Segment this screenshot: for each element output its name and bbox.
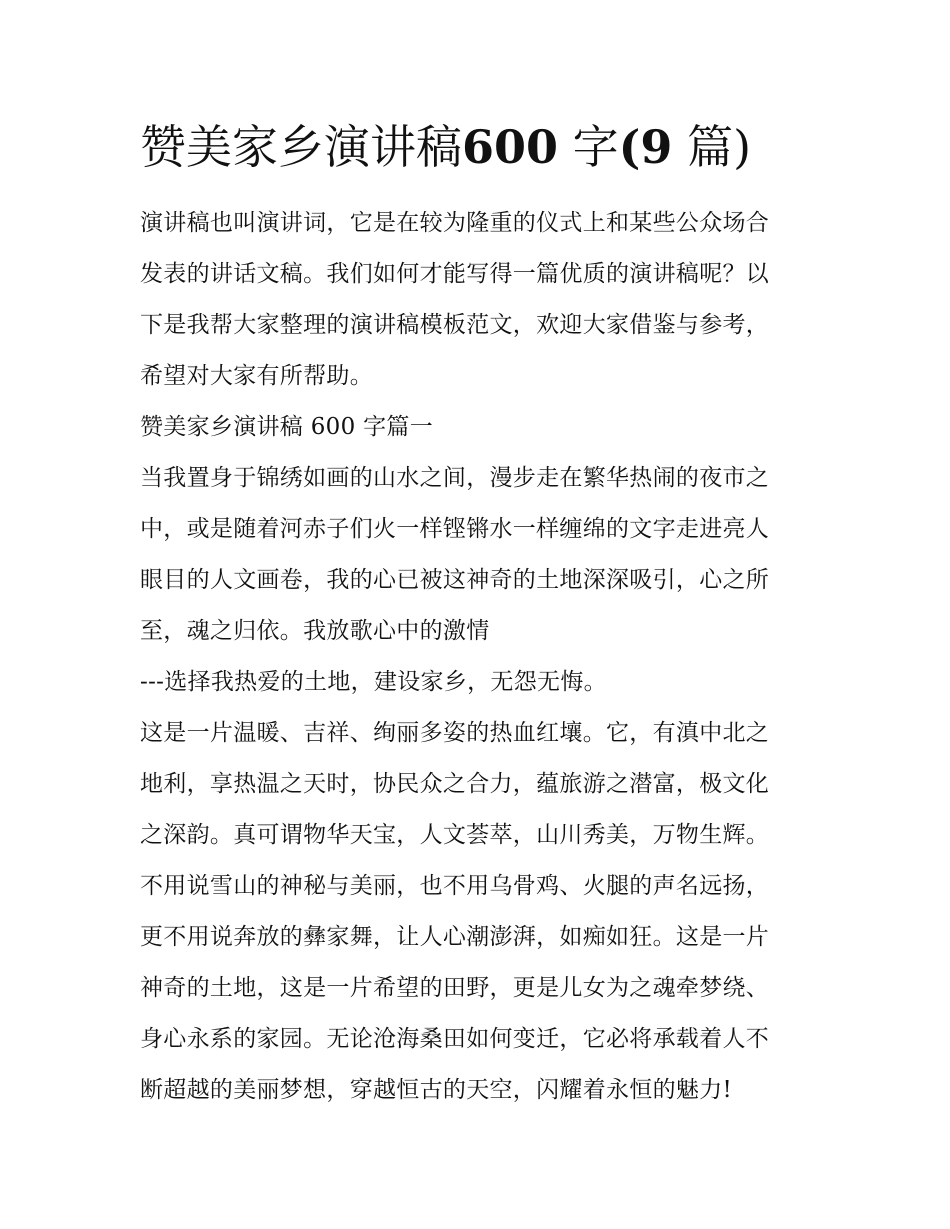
title-number: 600 (462, 120, 559, 174)
text-line: 地利，享热温之天时，协民众之合力，蕴旅游之潜富，极文化 (140, 771, 770, 797)
text-line: 至，魂之归依。我放歌心中的激情 (140, 618, 490, 644)
text-line: ---选择我热爱的土地，建设家乡，无怨无悔。 (140, 669, 607, 695)
text-line: 眼目的人文画卷，我的心已被这神奇的土地深深吸引，心之所 (140, 567, 770, 593)
text-line: 希望对大家有所帮助。 (140, 363, 373, 389)
text-line: 断超越的美丽梦想，穿越恒古的天空，闪耀着永恒的魅力! (140, 1077, 733, 1103)
text-line: 发表的讲话文稿。我们如何才能写得一篇优质的演讲稿呢？以 (140, 261, 770, 287)
text-line: 身心永系的家园。无论沧海桑田如何变迁，它必将承载着人不 (140, 1026, 770, 1052)
text-line: 更不用说奔放的彝家舞，让人心潮澎湃，如痴如狂。这是一片 (140, 924, 770, 950)
text-line: 之深韵。真可谓物华天宝，人文荟萃，山川秀美，万物生辉。 (140, 822, 770, 848)
title-count: (9 (618, 120, 673, 174)
text-line: 不用说雪山的神秘与美丽，也不用乌骨鸡、火腿的声名远扬， (140, 873, 770, 899)
title-text-2: 字 (572, 120, 619, 174)
document-body (140, 198, 815, 1116)
text-line: 下是我帮大家整理的演讲稿模板范文，欢迎大家借鉴与参考， (140, 312, 770, 338)
text-line: 当我置身于锦绣如画的山水之间，漫步走在繁华热闹的夜市之 (140, 465, 770, 491)
document-title (140, 116, 840, 178)
text-line: 这是一片温暖、吉祥、绚丽多姿的热血红壤。它，有滇中北之 (140, 720, 770, 746)
title-text-1: 赞美家乡演讲稿 (140, 120, 462, 174)
section-heading: 赞美家乡演讲稿 600 字篇一 (140, 414, 434, 440)
text-line: 演讲稿也叫演讲词，它是在较为隆重的仪式上和某些公众场合 (140, 210, 770, 236)
title-text-3: 篇) (687, 120, 752, 174)
text-line: 神奇的土地，这是一片希望的田野，更是儿女为之魂牵梦绕、 (140, 975, 770, 1001)
text-line: 中，或是随着河赤子们火一样铿锵水一样缠绵的文字走进亮人 (140, 516, 770, 542)
